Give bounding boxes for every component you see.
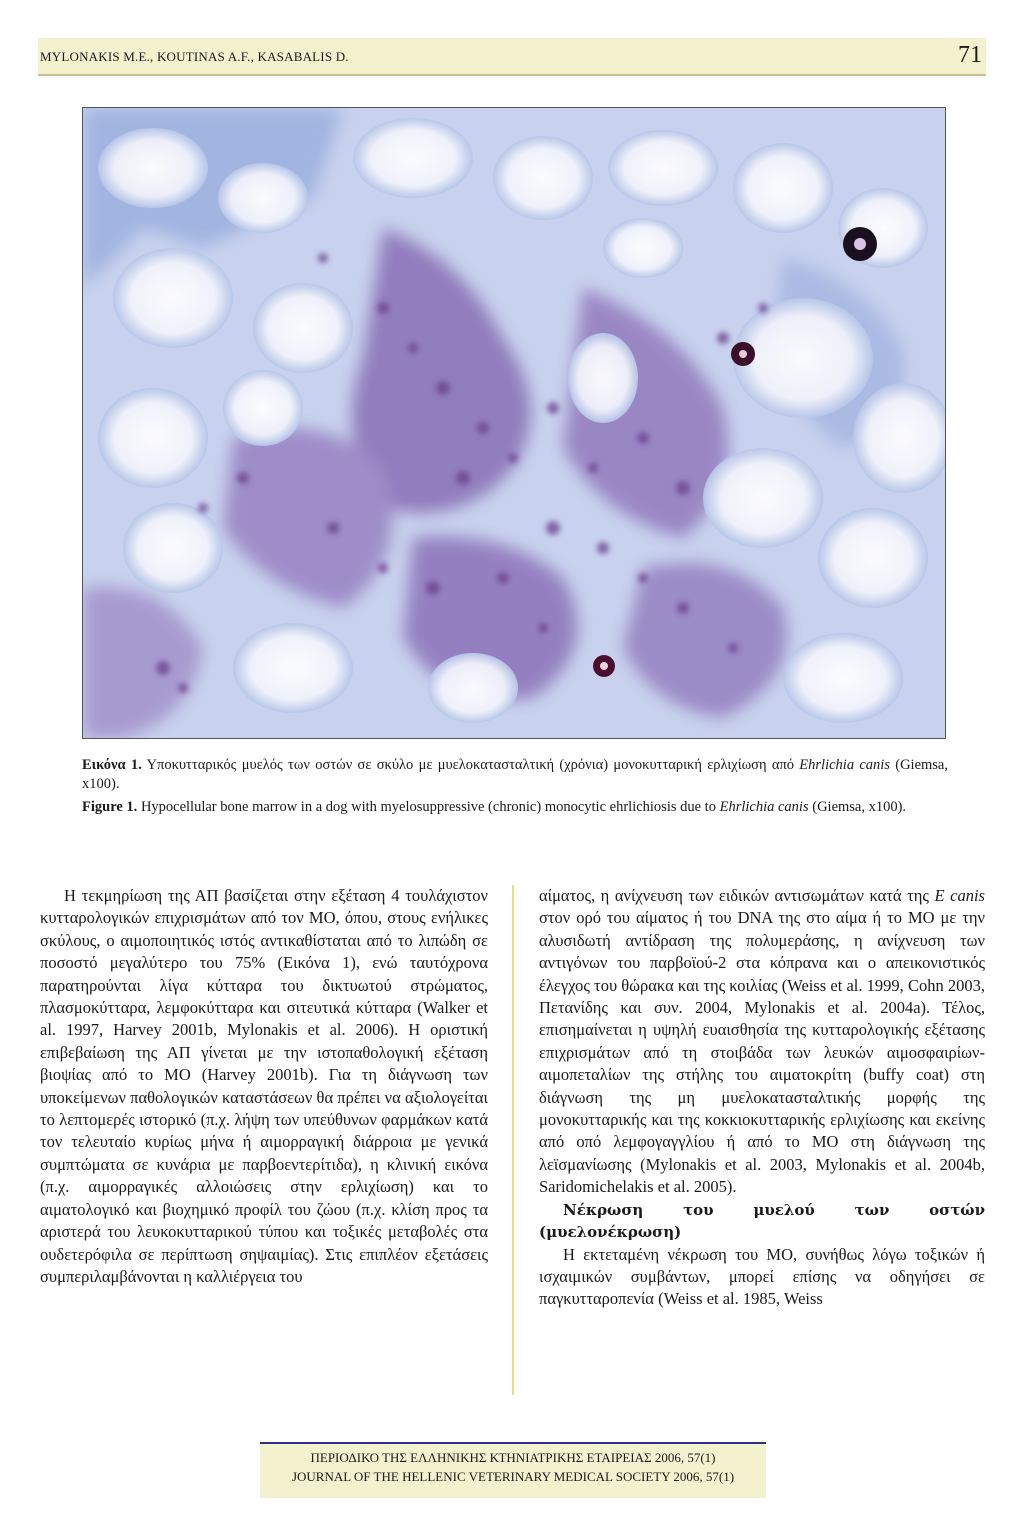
micrograph-figure bbox=[82, 107, 946, 739]
running-head-authors: MYLONAKIS M.E., KOUTINAS A.F., KASABALIS D. bbox=[40, 49, 349, 64]
page-number: 71 bbox=[958, 42, 982, 68]
right-paragraph-1-rest: στον ορό του αίματος ή του DNA της στο αίμα ή το ΜΟ με την αλυσιδωτή αντίδραση της πολυμεράσης, η ανίχνευση των αντιγόνων του παρβοϊού-2 στα κόπρανα και ο απεικονιστικός έλεγχος του θώρακα και της κοιλίας (Weiss et al. 1999, Cohn 2003, Πετανίδης και συν. 2004, Mylonakis et al. 2004a). Τέλος, επισημαίνεται η υψηλή ευαισθησία της κυτταρολογικής εξέτασης επιχρισμάτων από τη στοιβάδα των λευκών αιμοσφαιρίων-αιμοπεταλίων της στήλης του αιματοκρίτη (buffy coat) στη διάγνωση της μη μυελοκατασταλτικής μορφής της μονοκυτταρικής και της κοκκιοκυτταρικής ερλιχίωσης και εκείνης από οπό λεμφογαγγλίου ή από το ΜΟ στη διάγνωση της λεϊσμανίωσης (Mylonakis et al. 2003, Mylonakis et al. 2004b, Saridomichelakis et al. 2005). bbox=[539, 908, 985, 1197]
figure-caption-greek bbox=[82, 756, 948, 794]
bone-marrow-micrograph bbox=[83, 108, 945, 738]
right-paragraph-1 bbox=[539, 885, 985, 1199]
figure-caption-english bbox=[82, 798, 948, 817]
caption-english-text: Hypocellular bone marrow in a dog with myelosuppressive (chronic) monocytic ehrlichiosis due to bbox=[137, 799, 720, 815]
journal-footer bbox=[260, 1442, 766, 1498]
caption-english-label: Figure 1. bbox=[82, 799, 138, 815]
right-paragraph-1-species: E canis bbox=[934, 886, 985, 905]
footer-english: JOURNAL OF THE HELLENIC VETERINARY MEDICAL SOCIETY 2006, 57(1) bbox=[291, 1469, 735, 1484]
right-paragraph-2: Η εκτεταμένη νέκρωση του ΜΟ, συνήθως λόγω τοξικών ή ισχαιμικών συμβάντων, μπορεί επίσης να οδηγήσει σε παγκυτταροπενία (Weiss et al. 1985, Weiss bbox=[539, 1244, 985, 1309]
column-divider bbox=[512, 885, 514, 1395]
caption-greek-text: Υποκυτταρικός μυελός των οστών σε σκύλο με μυελοκατασταλτική (χρόνια) μονοκυτταρική ερλιχίωση από bbox=[141, 757, 800, 773]
caption-greek-end: (Giemsa, x100). bbox=[82, 757, 948, 792]
section-heading: Νέκρωση του μυελού των οστών (μυελονέκρωση) bbox=[539, 1200, 985, 1242]
left-column bbox=[40, 885, 488, 1288]
footer-greek: ΠΕΡΙΟΔΙΚΟ ΤΗΣ ΕΛΛΗΝΙΚΗΣ ΚΤΗΝΙΑΤΡΙΚΗΣ ΕΤΑΙΡΕΙΑΣ 2006, 57(1) bbox=[310, 1450, 716, 1465]
running-header bbox=[38, 38, 986, 76]
caption-english-species: Ehrlichia canis bbox=[719, 799, 809, 815]
caption-greek-species: Ehrlichia canis bbox=[799, 757, 890, 773]
caption-english-end: (Giemsa, x100). bbox=[808, 799, 907, 815]
right-paragraph-1-start: αίματος, η ανίχνευση των ειδικών αντισωμάτων κατά της bbox=[539, 886, 935, 905]
refractile-bubble-1 bbox=[843, 227, 877, 261]
left-paragraph-1: Η τεκμηρίωση της ΑΠ βασίζεται στην εξέταση 4 τουλάχιστον κυτταρολογικών επιχρισμάτων από τον ΜΟ, όπου, στους ενήλικες σκύλους, ο αιμοποιητικός ιστός αντικαθίσταται από το λιπώδη σε ποσοστό μεγαλύτερο του 75% (Εικόνα 1), ενώ ταυτόχρονα παρατηρούνται λίγα κύτταρα του δικτυωτού στρώματος, πλασμοκύτταρα, λεμφοκύτταρα και σιτευτικά κύτταρα (Walker et al. 1997, Harvey 2001b, Mylonakis et al. 2006). Η οριστική επιβεβαίωση της ΑΠ γίνεται με την ιστοπαθολογική εξέταση βιοψίας από το ΜΟ (Harvey 2001b). Για τη διάγνωση των υποκείμενων παθολογικών καταστάσεων θα πρέπει να αξιολογείται το λεπτομερές ιστορικό (π.χ. λήψη των υπεύθυνων φαρμάκων κατά τον τελευταίο κυρίως μήνα ή αιμορραγική διάρροια με γενικά συμπτώματα σε κυνάρια με παρβοεντερίτιδα), η κλινική εικόνα (π.χ. αιμορραγικές αλλοιώσεις στην ερλιχίωση) και το αιματολογικό και βιοχημικό προφίλ του ζώου (π.χ. κλίση προς τα αριστερά του λευκοκυτταρικού τύπου και τοξικές μεταβολές στα ουδετερόφιλα σε περίπτωση σηψαιμίας). Στις επιπλέον εξετάσεις συμπεριλαμβάνονται η καλλιέργεια του bbox=[40, 886, 488, 1286]
caption-greek-label: Εικόνα 1. bbox=[82, 757, 142, 773]
refractile-bubble-2 bbox=[731, 342, 755, 366]
right-column bbox=[539, 885, 985, 1311]
refractile-bubble-3 bbox=[593, 655, 615, 677]
